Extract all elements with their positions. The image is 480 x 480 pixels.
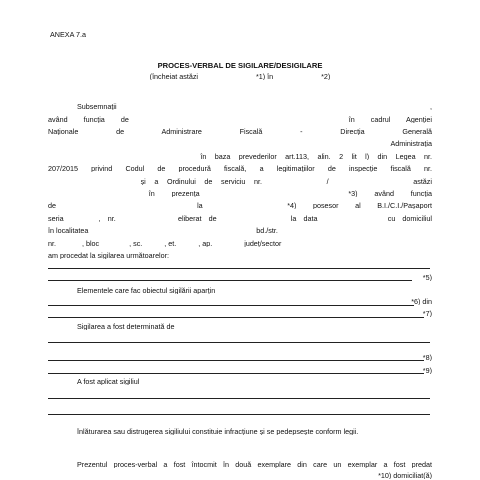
blank-line xyxy=(48,305,414,306)
annex-label: ANEXA 7.a xyxy=(50,31,86,39)
footnote-7: *7) xyxy=(422,310,432,318)
footnote-9: *9) xyxy=(422,367,432,375)
line-determinata: Sigilarea a fost determinată de xyxy=(77,323,175,331)
line-apartin: Elementele care fac obiectul sigilării aparţin xyxy=(77,287,216,295)
blank-line xyxy=(48,268,430,269)
line-avertisment: Înlăturarea sau distrugerea sigiliului constituie infracţiune şi se pedepseşte conform legii. xyxy=(77,428,359,436)
document-subtitle: (încheiat astăzi ______________*1) în ________ ___*2) xyxy=(149,73,331,81)
blank-line xyxy=(48,280,412,281)
line-ordin-serviciu: _____________________ şi a Ordinului de serviciu nr. ______________/___________________ astăzi xyxy=(48,178,432,186)
blank-line xyxy=(48,414,430,415)
line-sigiliu-aplicat: A fost aplicat sigiliul xyxy=(77,378,140,386)
line-posesor: de ___________________________ la _________________*4) posesor al B.I./C.I./Paşaport xyxy=(48,202,432,210)
line-agentia: Naţionale de Administrare Fiscală - Direcţia Generală xyxy=(48,128,432,136)
footnote-8: *8) xyxy=(422,354,432,362)
line-prevederi: ____________________________________ în baza prevederilor art.113, alin. 2 lit l) din Legea nr. xyxy=(48,153,432,161)
line-sigilare-intro: am procedat la sigilarea următoarelor: xyxy=(48,252,170,260)
blank-line xyxy=(48,360,424,361)
line-exemplare: Prezentul proces-verbal a fost întocmit în două exemplare din care un exemplar a fost predat xyxy=(77,461,432,469)
footnote-5: *5) xyxy=(422,274,432,282)
blank-line xyxy=(48,398,430,399)
blank-line xyxy=(48,317,424,318)
line-localitate: în localitatea _________________________________________ bd./str. ___________________________ xyxy=(48,227,388,235)
blank-line xyxy=(48,342,430,343)
line-administratia: ___________________________________________________________________ Administraţia xyxy=(48,140,432,148)
line-act-identitate: seria _______, nr. ____________ eliberat de _______________ la data ______________ cu domiciliul xyxy=(48,215,432,223)
line-prezenta: _____________________ în prezenţa _________________________________*3) având funcţia xyxy=(48,190,432,198)
line-subsemnatii: Subsemnaţii ______________________________________________________________________, xyxy=(77,103,432,111)
line-cod-procedura: 207/2015 privind Codul de procedură fiscală, a legitimaţiilor de inspecţie fiscală nr. xyxy=(48,165,432,173)
document-title: PROCES-VERBAL DE SIGILARE/DESIGILARE xyxy=(157,62,323,70)
footnote-6: *6) din xyxy=(411,298,432,306)
line-adresa: nr. ______, bloc _______, sc. _____, et. _____, ap. _______ judeţ/sector ____________________ xyxy=(48,240,364,248)
line-domiciliat: *10) domiciliat(ă) xyxy=(378,472,432,480)
line-functia: având funcţia de _______________________________________________ în cadrul Agenţiei xyxy=(48,116,432,124)
blank-line xyxy=(48,373,424,374)
